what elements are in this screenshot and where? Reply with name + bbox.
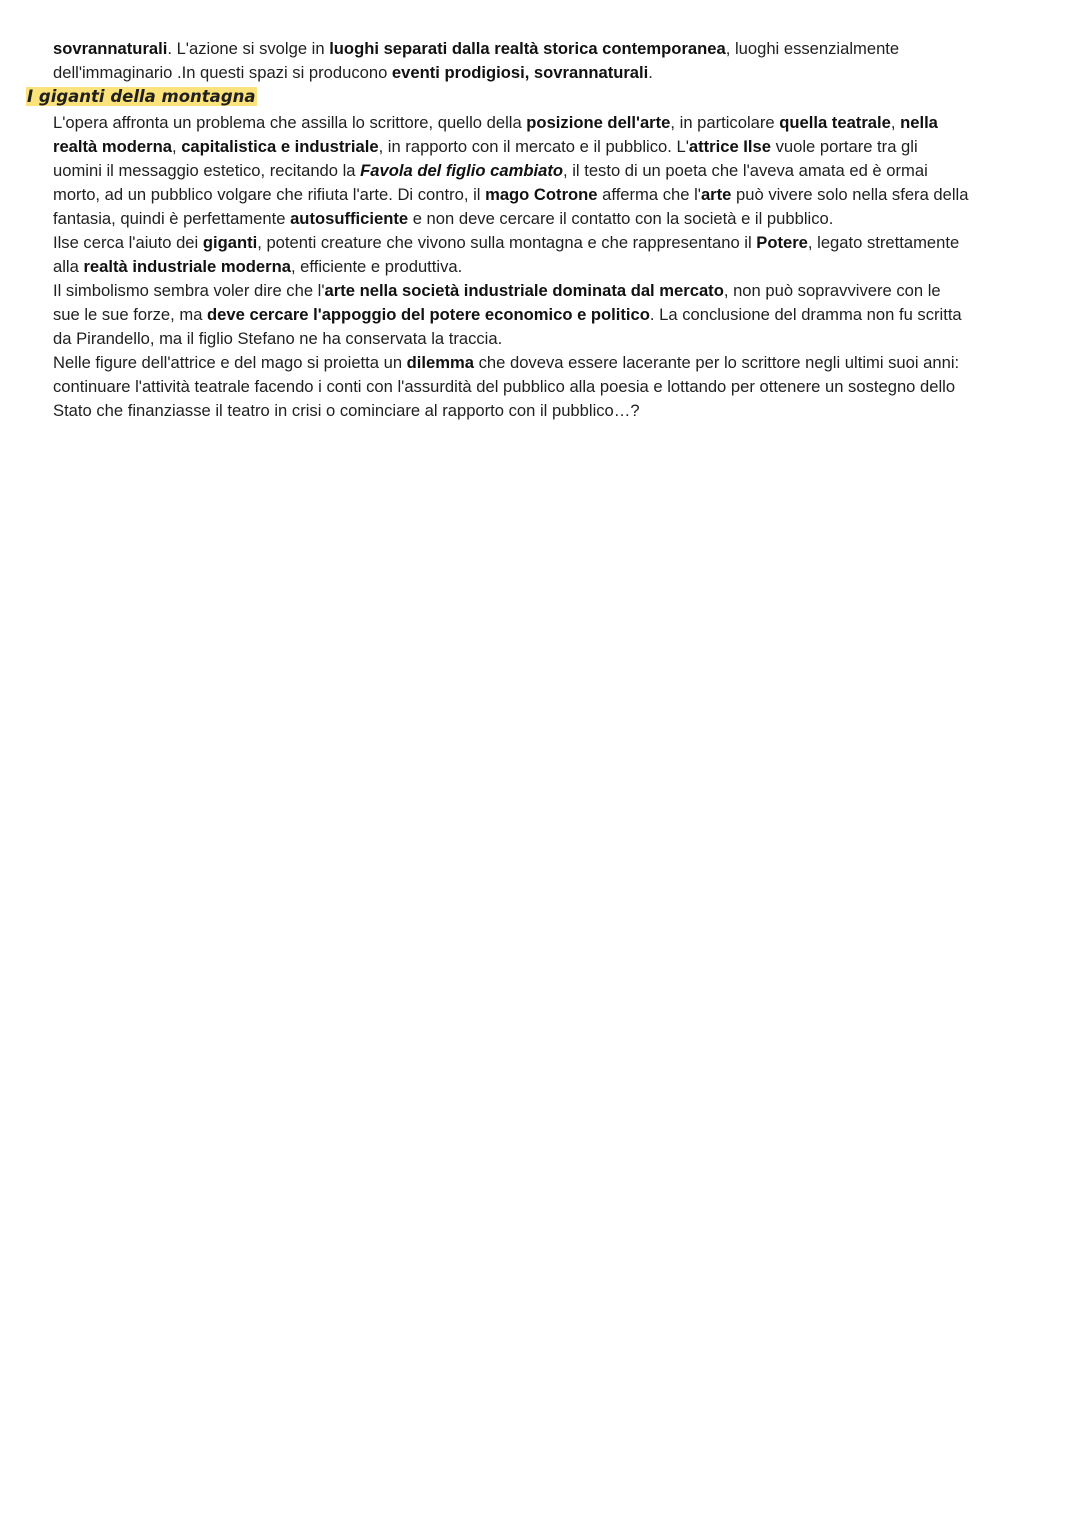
text-run: , bbox=[171, 137, 182, 156]
text-run: , in rapporto con il mercato e il pubblico. L' bbox=[378, 137, 689, 156]
text-line bbox=[53, 231, 1053, 255]
bold-text: autosufficiente bbox=[290, 209, 409, 228]
text-run: vuole portare tra gli bbox=[770, 137, 918, 156]
text-line bbox=[53, 183, 1053, 207]
highlighted-heading-text: I giganti della montagna bbox=[27, 87, 256, 106]
bold-text: arte nella società industriale dominata dal mercato bbox=[324, 281, 724, 300]
text-line bbox=[53, 255, 1053, 279]
bold-text: arte bbox=[700, 185, 732, 204]
text-run: afferma che l' bbox=[597, 185, 701, 204]
text-run: . bbox=[648, 63, 653, 82]
intro-paragraph bbox=[53, 37, 1053, 85]
text-run: da Pirandello, ma il figlio Stefano ne ha conservata la traccia. bbox=[53, 329, 503, 348]
bold-text: attrice Ilse bbox=[688, 137, 771, 156]
text-run: , non può sopravvivere con le bbox=[723, 281, 941, 300]
text-run: uomini il messaggio estetico, recitando la bbox=[53, 161, 361, 180]
text-run: L'opera affronta un problema che assilla lo scrittore, quello della bbox=[53, 113, 527, 132]
bold-text: realtà moderna bbox=[53, 137, 172, 156]
text-run: Ilse cerca l'aiuto dei bbox=[53, 233, 203, 252]
text-run: Stato che finanziasse il teatro in crisi o cominciare al rapporto con il pubblico…? bbox=[53, 401, 640, 420]
bold-text: mago Cotrone bbox=[485, 185, 598, 204]
bold-text: capitalistica e industriale bbox=[181, 137, 379, 156]
bold-text: sovrannaturali bbox=[53, 39, 168, 58]
text-run: sue le sue forze, ma bbox=[53, 305, 208, 324]
text-run: , luoghi essenzialmente bbox=[725, 39, 900, 58]
bold-text: deve cercare l'appoggio del potere economico e politico bbox=[207, 305, 650, 324]
text-run: fantasia, quindi è perfettamente bbox=[53, 209, 291, 228]
text-run: alla bbox=[53, 257, 84, 276]
text-line bbox=[53, 327, 1053, 351]
text-run: continuare l'attività teatrale facendo i conti con l'assurdità del pubblico alla poesia e lottando per ottenere un sostegno dello bbox=[53, 377, 956, 396]
text-run: Il simbolismo sembra voler dire che l' bbox=[53, 281, 325, 300]
text-line bbox=[53, 61, 1053, 85]
bold-text: Potere bbox=[756, 233, 808, 252]
text-line bbox=[53, 279, 1053, 303]
text-line bbox=[53, 37, 1053, 61]
section-body bbox=[53, 111, 1053, 423]
text-run: che doveva essere lacerante per lo scrittore negli ultimi suoi anni: bbox=[474, 353, 960, 372]
text-run: , in particolare bbox=[670, 113, 780, 132]
text-run: , legato strettamente bbox=[807, 233, 960, 252]
text-run: , efficiente e produttiva. bbox=[290, 257, 463, 276]
text-run: può vivere solo nella sfera della bbox=[731, 185, 969, 204]
text-run: . La conclusione del dramma non fu scritta bbox=[649, 305, 962, 324]
bold-text: realtà industriale moderna bbox=[83, 257, 291, 276]
bold-italic-text: Favola del figlio cambiato bbox=[360, 161, 563, 180]
text-line bbox=[53, 207, 1053, 231]
text-run: , potenti creature che vivono sulla montagna e che rappresentano il bbox=[257, 233, 757, 252]
bold-text: posizione dell'arte bbox=[526, 113, 671, 132]
text-run: e non deve cercare il contatto con la società e il pubblico. bbox=[408, 209, 834, 228]
bold-text: dilemma bbox=[406, 353, 474, 372]
text-run: Nelle figure dell'attrice e del mago si proietta un bbox=[53, 353, 407, 372]
text-line bbox=[53, 303, 1053, 327]
bold-text: giganti bbox=[202, 233, 258, 252]
text-run: , il testo di un poeta che l'aveva amata ed è ormai bbox=[563, 161, 928, 180]
text-line bbox=[53, 399, 1053, 423]
bold-text: nella bbox=[900, 113, 938, 132]
bold-text: eventi prodigiosi, sovrannaturali bbox=[391, 63, 649, 82]
text-line bbox=[53, 351, 1053, 375]
text-line bbox=[53, 135, 1053, 159]
text-run: morto, ad un pubblico volgare che rifiuta l'arte. Di contro, il bbox=[53, 185, 486, 204]
text-run: dell'immaginario .In questi spazi si producono bbox=[53, 63, 392, 82]
text-run: . L'azione si svolge in bbox=[167, 39, 330, 58]
bold-text: quella teatrale bbox=[779, 113, 891, 132]
text-line bbox=[53, 375, 1053, 399]
text-line bbox=[53, 111, 1053, 135]
section-heading bbox=[26, 86, 257, 108]
bold-text: luoghi separati dalla realtà storica contemporanea bbox=[329, 39, 726, 58]
text-run: , bbox=[890, 113, 901, 132]
text-line bbox=[53, 159, 1053, 183]
